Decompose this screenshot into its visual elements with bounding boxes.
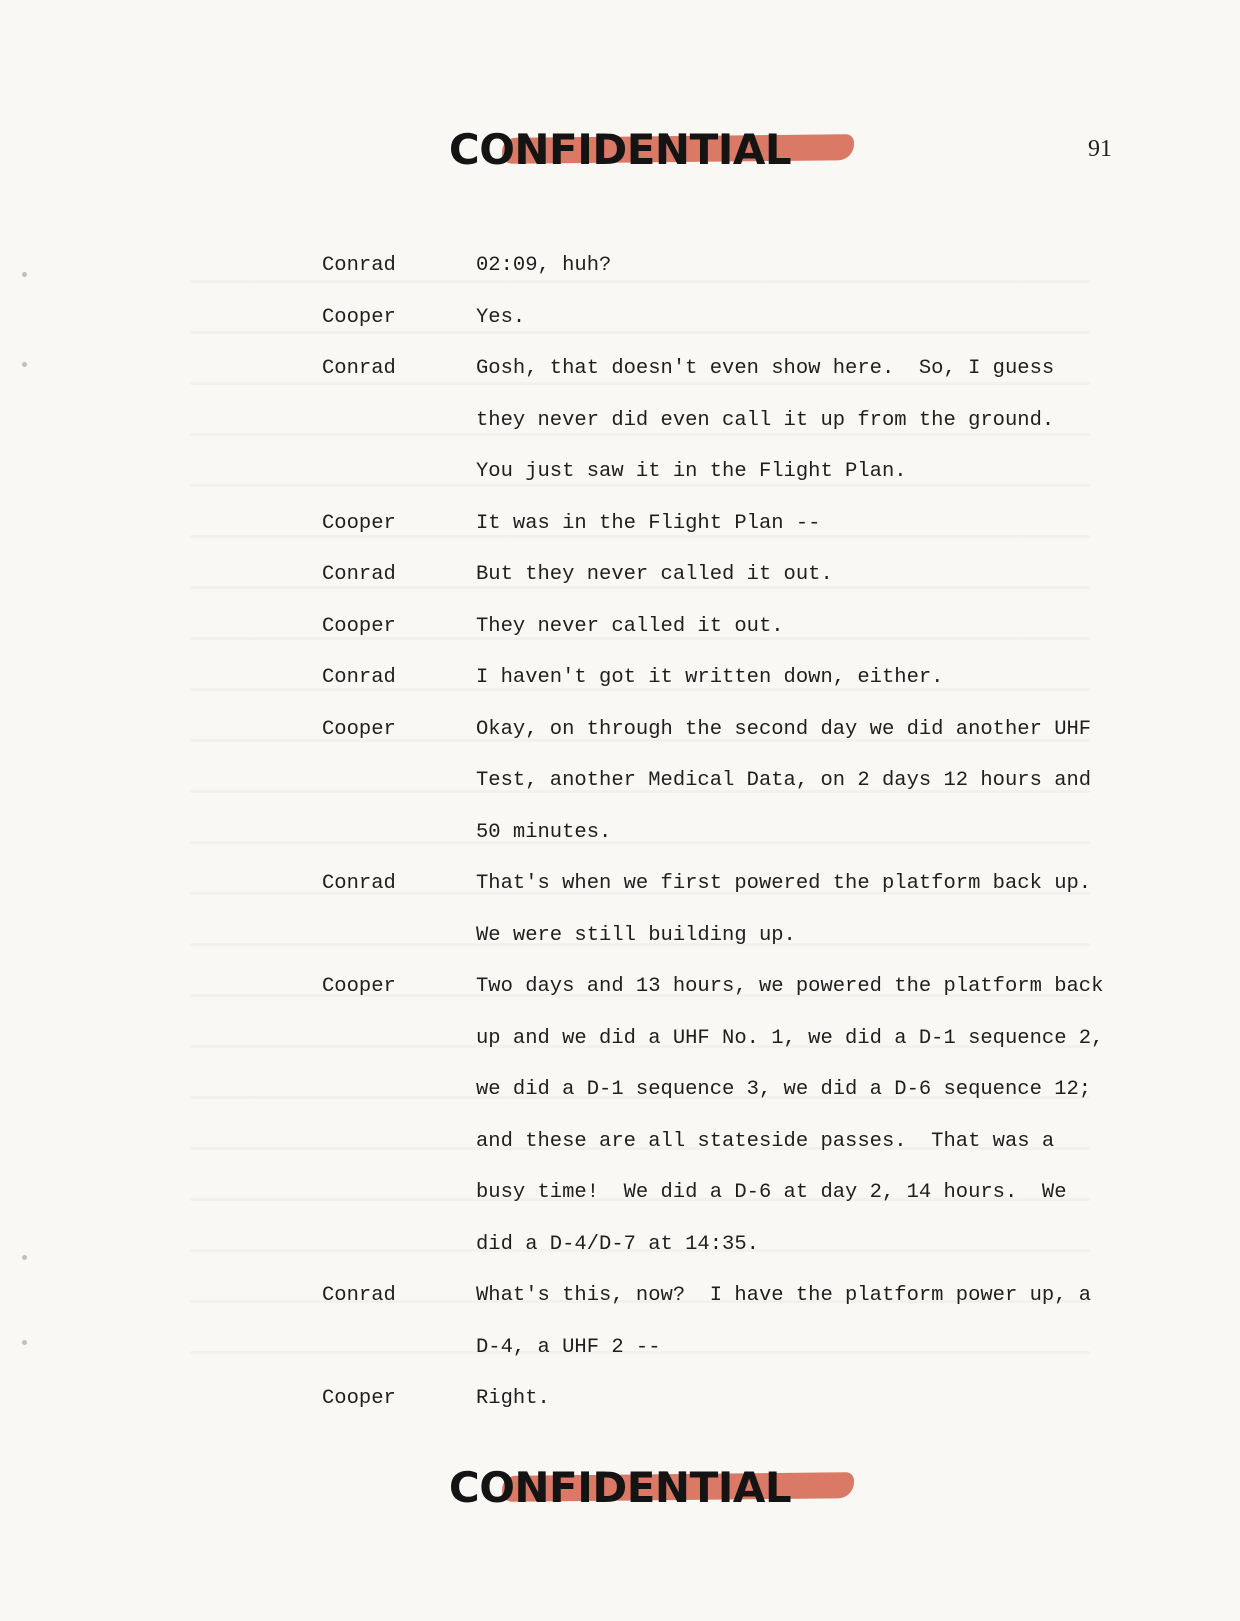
transcript-line (0, 1219, 1240, 1270)
page-number: 91 (1088, 136, 1112, 162)
transcript-line (0, 1013, 1240, 1064)
dialogue-text: 02:09, huh? (476, 254, 612, 277)
transcript-line (0, 910, 1240, 961)
transcript-line (0, 1064, 1240, 1115)
confidential-stamp-top (0, 122, 1240, 178)
speaker-name: Cooper (322, 511, 396, 535)
speaker-name: Cooper (322, 1387, 396, 1410)
transcript-line (0, 601, 1240, 652)
dialogue-text: they never did even call it up from the ground. (476, 408, 1055, 432)
confidential-stamp-text: CONFIDENTIAL (448, 1463, 792, 1512)
dialogue-text: up and we did a UHF No. 1, we did a D-1 sequence 2, (476, 1026, 1104, 1050)
dialogue-text: did a D-4/D-7 at 14:35. (476, 1232, 759, 1256)
speaker-name: Conrad (322, 666, 396, 689)
speaker-name: Cooper (322, 975, 396, 998)
dialogue-text: We were still building up. (476, 923, 796, 947)
dialogue-text: D-4, a UHF 2 -- (476, 1335, 661, 1359)
dialogue-text: That's when we first powered the platform back up. (476, 872, 1092, 895)
dialogue-text: They never called it out. (476, 614, 784, 638)
transcript-line (0, 858, 1240, 909)
transcript-line (0, 292, 1240, 343)
speaker-name: Conrad (322, 357, 396, 380)
confidential-stamp-bottom (0, 1460, 1240, 1516)
dialogue-text: What's this, now? I have the platform power up, a (476, 1284, 1092, 1307)
dialogue-text: It was in the Flight Plan -- (476, 511, 821, 535)
speaker-name: Cooper (322, 305, 396, 329)
transcript-line (0, 704, 1240, 755)
dialogue-text: busy time! We did a D-6 at day 2, 14 hours. We (476, 1181, 1067, 1204)
dialogue-text: But they never called it out. (476, 563, 833, 586)
transcript-line (0, 395, 1240, 446)
dialogue-text: I haven't got it written down, either. (476, 666, 944, 689)
transcript-line (0, 755, 1240, 806)
transcript-line (0, 343, 1240, 394)
dialogue-text: Test, another Medical Data, on 2 days 12 hours and (476, 769, 1092, 792)
speaker-name: Cooper (322, 717, 396, 741)
dialogue-text: Yes. (476, 305, 526, 329)
transcript-line (0, 961, 1240, 1012)
transcript-line (0, 1270, 1240, 1321)
speaker-name: Conrad (322, 254, 396, 277)
transcript-line (0, 498, 1240, 549)
transcript-line (0, 652, 1240, 703)
dialogue-text: we did a D-1 sequence 3, we did a D-6 sequence 12; (476, 1078, 1092, 1101)
transcript-line (0, 1116, 1240, 1167)
dialogue-text: Gosh, that doesn't even show here. So, I guess (476, 357, 1055, 380)
speaker-name: Cooper (322, 614, 396, 638)
dialogue-text: Okay, on through the second day we did another UHF (476, 717, 1092, 741)
confidential-stamp-text: CONFIDENTIAL (448, 125, 792, 174)
dialogue-text: Right. (476, 1387, 550, 1410)
speaker-name: Conrad (322, 563, 396, 586)
transcript-line (0, 1322, 1240, 1373)
dialogue-text: 50 minutes. (476, 820, 612, 844)
speaker-name: Conrad (322, 1284, 396, 1307)
transcript-line (0, 549, 1240, 600)
transcript-line (0, 1373, 1240, 1424)
transcript-line (0, 240, 1240, 291)
dialogue-text: Two days and 13 hours, we powered the platform back (476, 975, 1104, 998)
transcript-line (0, 446, 1240, 497)
dialogue-text: You just saw it in the Flight Plan. (476, 460, 907, 483)
transcript-line (0, 1167, 1240, 1218)
speaker-name: Conrad (322, 872, 396, 895)
dialogue-text: and these are all stateside passes. That was a (476, 1129, 1055, 1153)
transcript-line (0, 807, 1240, 858)
